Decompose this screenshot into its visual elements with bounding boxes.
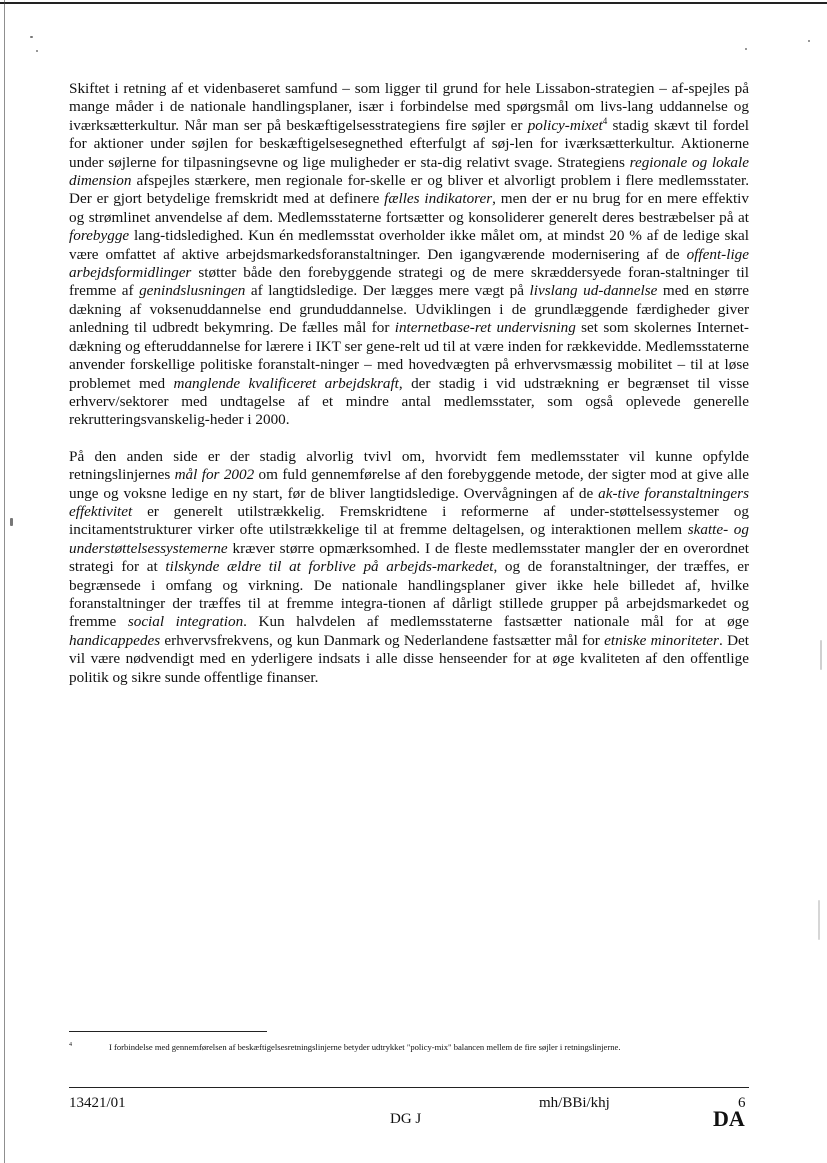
text-run: , der stadig i vid udstrækning er begrænset til visse erhverv/sektorer med undtagelse af et mindre antal medlemsstater, som også oplevede generelle rekrutteringsvanskelig-heder i 2000.	[69, 374, 749, 429]
text-run: afspejles stærkere, men regionale for-skelle er og bliver et alvorligt problem i flere medlemsstater. Der er gjort betydelige fremskridt med at definere	[69, 172, 749, 208]
text-run: stadig skævt til fordel for aktioner under søjlen for beskæftigelsesegnethed efterfulgt af søj-len for iværksætterkultur. Aktionerne under søjlerne for tilpasningsevne og lige muligheder er sta-dig relativt svage. Strategiens	[69, 116, 749, 171]
author-initials: mh/BBi/khj	[539, 1095, 610, 1111]
italic-term: social integration	[127, 613, 244, 631]
italic-term: offent-lige arbejdsformidlinger	[69, 245, 749, 282]
text-run: , men der er nu brug for en mere effektiv og strømlinet anvendelse af dem. Medlemsstaterne fortsætter og konsoliderer generelt deres bestræbelser på at	[69, 190, 749, 226]
italic-term: genindslusningen	[139, 282, 246, 300]
language-code: DA	[713, 1106, 745, 1131]
text-run: af langtidsledige. Der lægges mere vægt på	[245, 282, 530, 300]
italic-term: tilskynde ældre til at forblive på arbejds-markedet	[165, 558, 494, 576]
italic-term: regionale og lokale dimension	[69, 153, 749, 190]
italic-term: forebygge	[69, 227, 130, 245]
scan-speck	[808, 40, 810, 42]
text-run: . Kun halvdelen af medlemsstaterne fastsætter nationale mål for at øge	[243, 613, 749, 631]
paragraph-1	[69, 80, 749, 430]
text-run: lang-tidsledighed. Kun én medlemsstat overholder ikke målet om, at mindst 20 % af de ledige skal være omfattet af aktive arbejdsmarkedsforanstaltninger. Den igangværende modernisering af de	[69, 227, 749, 263]
scan-speck	[745, 48, 747, 50]
text-run: set som skolernes Internet-dækning og efteruddannelse for lærere i IKT ser gene-relt ud til at være inden for rækkevidde. Medlemsstaterne anvender forskellige politiske foranstalt-ninger – med hovedvægten på erhvervsmæssig mobilitet – til at løse problemet med	[69, 319, 749, 392]
scan-speck	[36, 50, 38, 52]
footnote-reference: 4	[602, 115, 608, 126]
footnote	[69, 1042, 749, 1053]
text-run: . Det vil være nødvendigt med en yderligere indsats i alle disse henseender for at øge kvaliteten af den offentlige politik og sikre sunde offentlige finanser.	[69, 631, 749, 686]
text-run: erhvervsfrekvens, og kun Danmark og Nederlandene fastsætter mål for	[160, 631, 605, 649]
footer-rule	[69, 1087, 749, 1088]
paragraph-2	[69, 448, 749, 687]
document-number: 13421/01	[69, 1095, 126, 1111]
italic-term: livslang ud-dannelse	[529, 282, 658, 300]
italic-term: internetbase-ret undervisning	[394, 319, 576, 337]
page-number: 6	[738, 1095, 746, 1111]
italic-term: etniske minoriteter	[604, 631, 719, 649]
italic-term: ak-tive foranstaltningers effektivitet	[69, 484, 749, 520]
text-run: kræver større opmærksomhed. I de fleste medlemsstater mangler der en overordnet strategi for at	[69, 539, 749, 576]
italic-term: mål for 2002	[174, 466, 255, 484]
scan-speck	[10, 518, 13, 526]
footnote-mark: 4	[69, 1042, 72, 1048]
italic-term: skatte- og understøttelsessystemerne	[69, 521, 749, 557]
scan-speck	[820, 640, 822, 670]
text-run: med en større dækning af voksenuddannelse end grunduddannelse. Udviklingen i de grundlæggende færdigheder giver anledning til udbredt bekymring. De fælles mål for	[69, 282, 749, 337]
text-run: På den anden side er der stadig alvorlig tvivl om, hvorvidt fem medlemsstater vil kunne opfylde retningslinjernes	[69, 447, 749, 484]
italic-term: handicappedes	[69, 631, 161, 649]
text-run: støtter både den forebyggende strategi og de mere skræddersyede foran-staltninger til fremme af	[69, 264, 749, 300]
text-run: om fuld gennemførelse af den forebyggende metode, der sigter mod at give alle unge og voksne ledige en ny start, før de bliver langtidsledige. Overvågningen af de	[69, 466, 750, 502]
text-run: , og de foranstaltninger, der træffes, er begrænsede i omfang og virkning. De nationale handlingsplaner giver ikke hele billedet af, hvilke foranstaltninger der træffes til at fremme integra-tionen af dårligt stillede grupper på arbejdsmarkedet og fremme	[69, 558, 750, 631]
italic-term: fælles indikatorer	[384, 190, 493, 208]
scan-top-border	[0, 2, 827, 4]
footnote-rule	[69, 1031, 267, 1032]
text-run: Skiftet i retning af et videnbaseret samfund – som ligger til grund for hele Lissabon-strategien – af-spejles på mange måder i de nationale handlingsplaner, især i forbindelse med spørgsmål om livs-lang uddannelse og iværksætterkultur. Når man ser på beskæftigelsesstrategiens fire søjler er	[69, 80, 749, 134]
text-run: er generelt utilstrækkelig. Fremskridtene i reformerne af under-støttelsessystemer og incitamentstrukturer virker ofte utilstrækkelige til at fremme deltagelsen, og interaktionen mellem	[69, 502, 749, 539]
scan-speck	[30, 36, 33, 38]
italic-term: manglende kvalificeret arbejdskraft	[173, 374, 399, 392]
scan-left-edge	[4, 0, 5, 1163]
document-body	[69, 80, 749, 687]
department-code: DG J	[390, 1111, 422, 1127]
scan-speck	[818, 900, 820, 940]
italic-term: policy-mixet	[527, 116, 603, 134]
footnote-text: I forbindelse med gennemførelsen af beskæftigelsesretningslinjerne betyder udtrykket "policy-mix" balancen mellem de fire søjler i retningslinjerne.	[109, 1042, 621, 1052]
